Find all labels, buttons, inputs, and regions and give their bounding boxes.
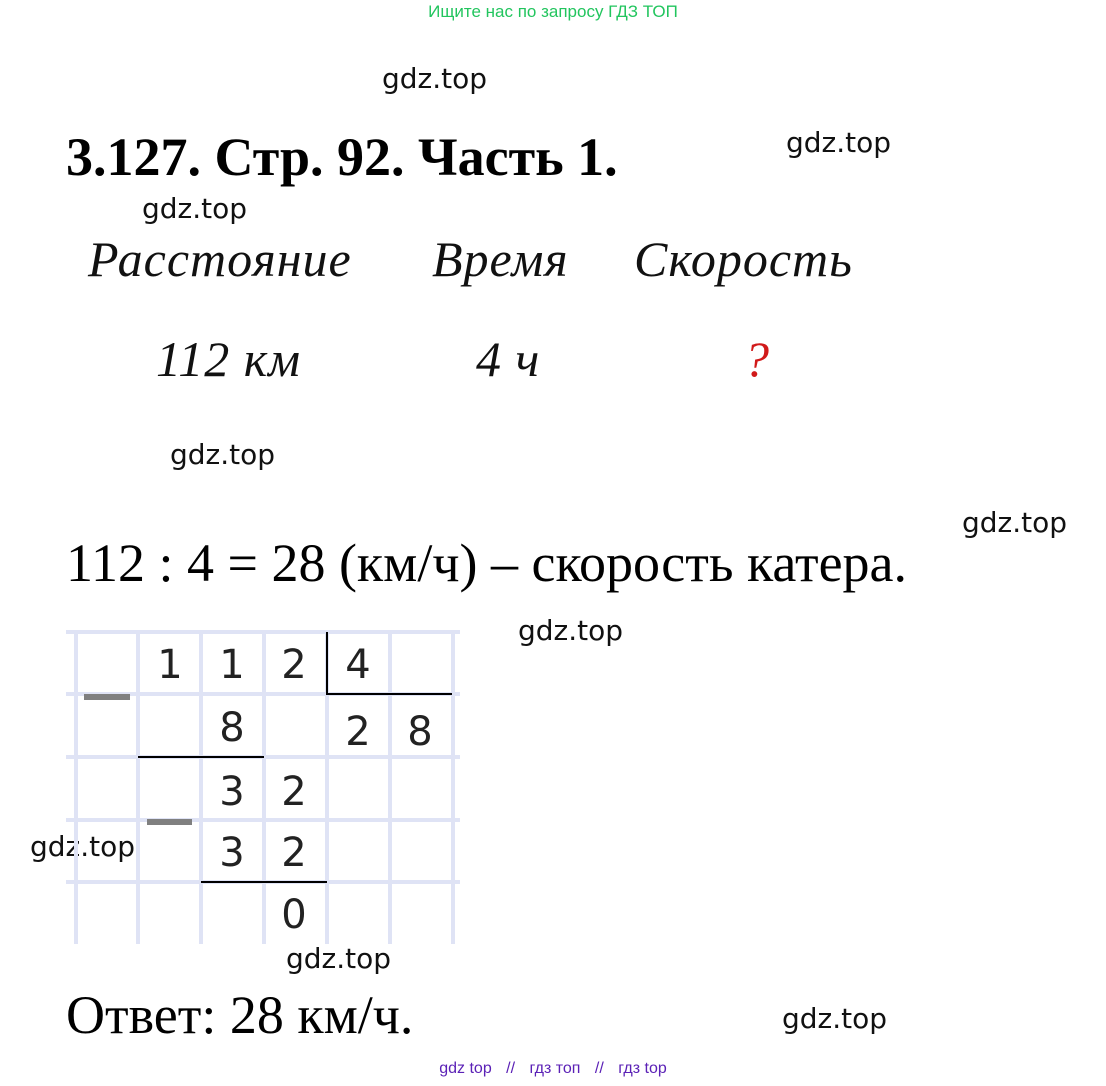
dividend-digit: 1 [219,642,245,688]
footer-separator: // [506,1060,516,1077]
value-distance: 112 км [156,331,302,387]
quotient-digit: 8 [407,709,433,755]
dividend-digit: 2 [281,642,307,688]
header-speed: Скорость [634,231,853,287]
watermark: gdz.top [782,1002,888,1035]
dividend-digit: 1 [157,642,183,688]
subtrahend-digit: 3 [219,830,245,876]
remainder-digit: 2 [281,769,307,815]
grid-lines [66,630,460,944]
header-time: Время [432,231,569,287]
watermark: gdz.top [170,438,276,471]
long-division-grid [60,620,470,950]
watermark: gdz.top [962,506,1068,539]
value-speed-question: ? [744,331,770,387]
answer-line: Ответ: 28 км/ч. [66,985,414,1045]
watermark: gdz.top [786,126,892,159]
quotient-digit: 2 [345,709,371,755]
footer-links [0,1060,1106,1078]
solution-equation: 112 : 4 = 28 (км/ч) – скорость катера. [66,533,908,593]
final-remainder-digit: 0 [281,892,307,938]
watermark: gdz.top [142,192,248,225]
page-title: 3.127. Стр. 92. Часть 1. [66,127,618,187]
subtrahend-digit: 8 [219,705,245,751]
top-banner: Ищите нас по запросу ГДЗ ТОП [428,2,678,21]
footer-link-gdz-top[interactable]: gdz top [439,1060,492,1077]
divisor-digit: 4 [345,642,371,688]
footer-separator: // [594,1060,604,1077]
footer-link-gdz-top-mixed[interactable]: гдз top [618,1060,667,1077]
subtrahend-digit: 2 [281,830,307,876]
watermark: gdz.top [286,942,392,975]
footer-link-gdz-top-ru[interactable]: гдз топ [529,1060,581,1077]
watermark: gdz.top [518,614,624,647]
remainder-digit: 3 [219,769,245,815]
watermark: gdz.top [30,830,136,863]
header-distance: Расстояние [88,231,352,287]
watermark: gdz.top [382,62,488,95]
value-time: 4 ч [476,331,541,387]
